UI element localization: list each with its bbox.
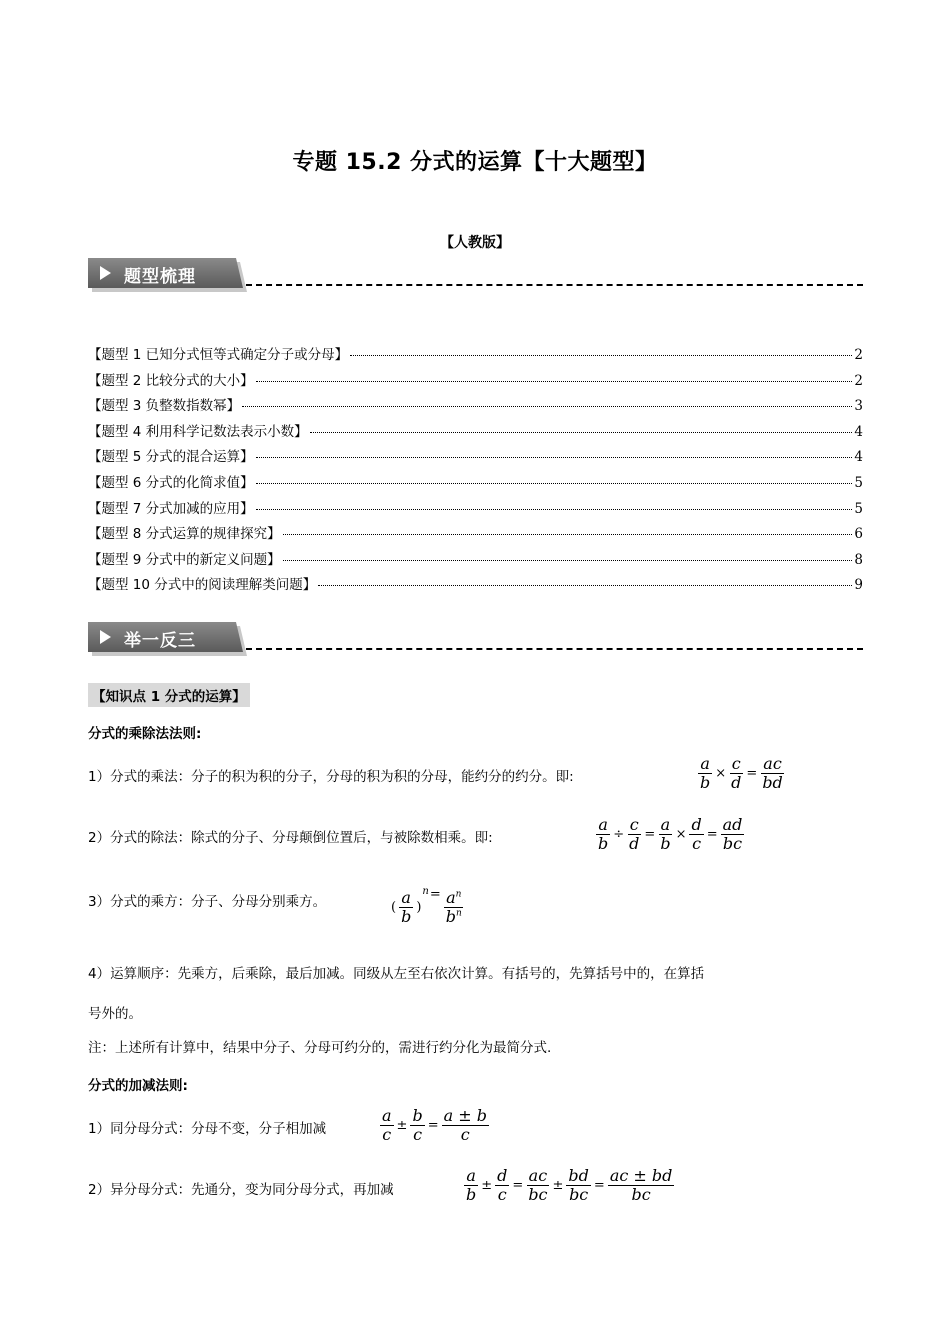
addsub-rules-title: 分式的加减法则: xyxy=(88,1078,188,1094)
toc-leader-dots xyxy=(283,534,853,535)
rule-order-line2: 号外的。 xyxy=(88,1006,142,1022)
play-arrow-icon xyxy=(100,266,111,280)
toc-entry-page: 6 xyxy=(854,526,863,543)
toc-entry[interactable] xyxy=(88,369,863,395)
toc-leader-dots xyxy=(283,560,853,561)
toc-entry-label: 【题型 10 分式中的阅读理解类问题】 xyxy=(88,577,317,594)
toc-entry-page: 4 xyxy=(854,423,863,440)
toc-entry-page: 9 xyxy=(854,577,863,594)
toc-entry-label: 【题型 7 分式加减的应用】 xyxy=(88,500,254,517)
toc-entry-page: 8 xyxy=(854,551,863,568)
formula-different-denominator: $\frac{a}{b}$ ± $\frac{d}{c}$ = $\frac{ac}{bc}$ ± $\frac{bd}{bc}$ = $\frac{ac \pm bd}{bc}$ xyxy=(466,1166,673,1204)
toc-entry-page: 2 xyxy=(854,372,863,389)
page-title: 专题 15.2 分式的运算【十大题型】 xyxy=(292,150,658,175)
toc-entry[interactable] xyxy=(88,522,863,548)
table-of-contents xyxy=(88,343,863,599)
toc-entry[interactable] xyxy=(88,471,863,497)
toc-leader-dots xyxy=(256,457,853,458)
muldiv-rules-title: 分式的乘除法法则: xyxy=(88,726,202,742)
rule-different-denominator: 2）异分母分式：先通分，变为同分母分式，再加减 xyxy=(88,1182,394,1198)
rule-power: 3）分式的乘方：分子、分母分别乘方。 xyxy=(88,894,327,910)
play-arrow-icon xyxy=(100,630,111,644)
toc-leader-dots xyxy=(256,381,853,382)
toc-entry-page: 4 xyxy=(854,449,863,466)
rule-multiplication: 1）分式的乘法：分子的积为积的分子，分母的积为积的分母，能约分的约分。即: xyxy=(88,769,574,785)
banner-label: 题型梳理 xyxy=(124,267,196,287)
formula-division: $\frac{a}{b}$ ÷ $\frac{c}{d}$ = $\frac{a}{b}$ × $\frac{d}{c}$ = $\frac{ad}{bc}$ xyxy=(598,815,743,853)
toc-entry[interactable] xyxy=(88,573,863,599)
formula-power: ( $\frac{a}{b}$ )$^{n=}$ $\frac{a^n}{b^n}$ xyxy=(391,886,462,926)
formula-same-denominator: $\frac{a}{c}$ ± $\frac{b}{c}$ = $\frac{a \pm b}{c}$ xyxy=(382,1106,487,1144)
toc-entry-label: 【题型 4 利用科学记数法表示小数】 xyxy=(88,423,308,440)
rule-same-denominator: 1）同分母分式：分母不变，分子相加减 xyxy=(88,1121,327,1137)
edition-label: 【人教版】 xyxy=(440,235,510,251)
toc-entry-label: 【题型 8 分式运算的规律探究】 xyxy=(88,526,281,543)
toc-entry-label: 【题型 6 分式的化简求值】 xyxy=(88,474,254,491)
toc-entry-label: 【题型 2 比较分式的大小】 xyxy=(88,372,254,389)
note-simplify: 注：上述所有计算中，结果中分子、分母可约分的，需进行约分化为最简分式. xyxy=(88,1040,552,1056)
toc-entry[interactable] xyxy=(88,497,863,523)
toc-entry-label: 【题型 5 分式的混合运算】 xyxy=(88,449,254,466)
toc-entry-page: 5 xyxy=(854,474,863,491)
toc-leader-dots xyxy=(318,585,852,586)
rule-order-line1: 4）运算顺序：先乘方，后乘除，最后加减。同级从左至右依次计算。有括号的，先算括号中的，在算括 xyxy=(88,966,705,982)
toc-entry-page: 5 xyxy=(854,500,863,517)
toc-leader-dots xyxy=(256,483,853,484)
toc-entry[interactable] xyxy=(88,420,863,446)
toc-entry[interactable] xyxy=(88,445,863,471)
toc-entry-label: 【题型 3 负整数指数幂】 xyxy=(88,398,241,415)
toc-leader-dots xyxy=(256,509,853,510)
knowledge-point-heading: 【知识点 1 分式的运算】 xyxy=(88,683,250,707)
toc-entry[interactable] xyxy=(88,548,863,574)
toc-leader-dots xyxy=(350,355,852,356)
section-banner-examples xyxy=(88,622,863,658)
toc-entry-page: 3 xyxy=(854,398,863,415)
toc-leader-dots xyxy=(242,406,852,407)
rule-division: 2）分式的除法：除式的分子、分母颠倒位置后，与被除数相乘。即: xyxy=(88,830,493,846)
toc-entry-page: 2 xyxy=(854,347,863,363)
toc-leader-dots xyxy=(310,432,853,433)
section-banner-types xyxy=(88,258,863,294)
toc-entry[interactable] xyxy=(88,394,863,420)
dashed-divider xyxy=(246,284,863,286)
toc-entry-label: 【题型 9 分式中的新定义问题】 xyxy=(88,551,281,568)
dashed-divider xyxy=(246,648,863,650)
banner-label: 举一反三 xyxy=(124,631,196,651)
toc-entry[interactable] xyxy=(88,343,863,369)
toc-entry-label: 【题型 1 已知分式恒等式确定分子或分母】 xyxy=(88,347,349,363)
formula-multiplication: $\frac{a}{b}$ × $\frac{c}{d}$ = $\frac{ac}{bd}$ xyxy=(700,754,783,792)
